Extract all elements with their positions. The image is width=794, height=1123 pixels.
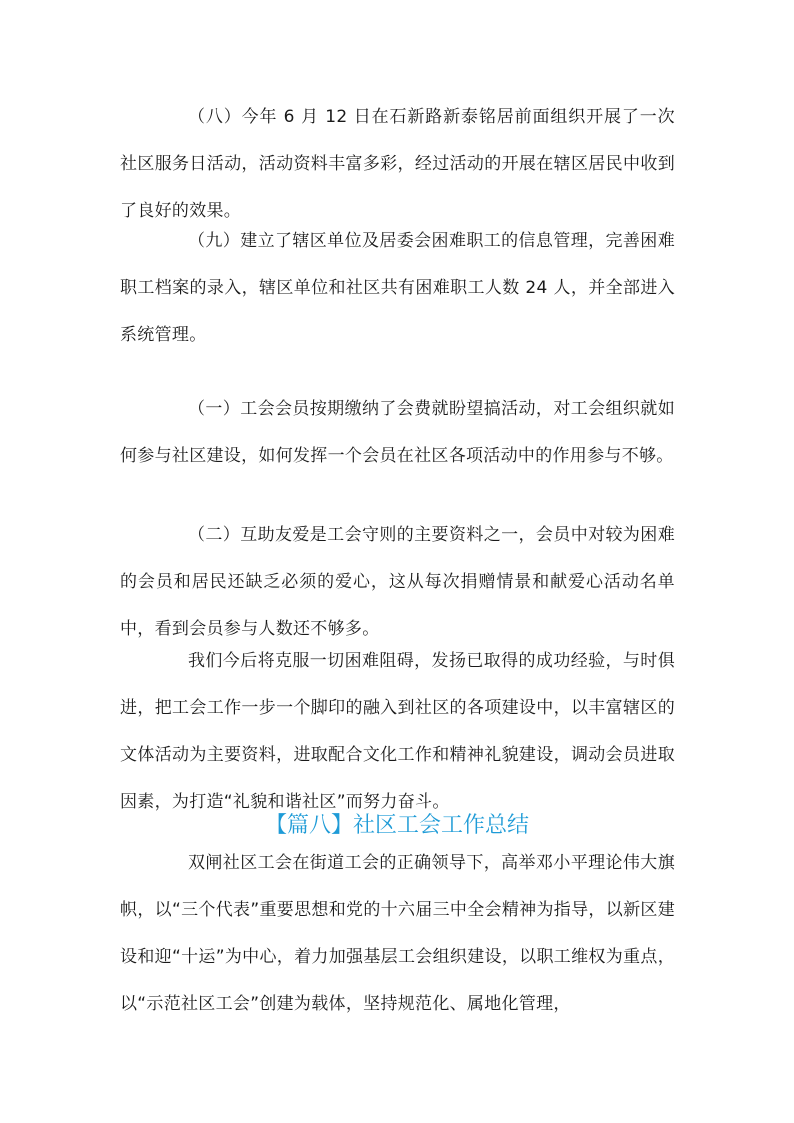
paragraph-problem-1: （一）工会会员按期缴纳了会费就盼望搞活动，对工会组织就如何参与社区建设，如何发挥一个会员在社区各项活动中的作用参与不够。 [120, 399, 675, 466]
paragraph-future-plan: 我们今后将克服一切困难阻碍，发扬已取得的成功经验，与时俱进，把工会工作一步一个脚印的融入到社区的各项建设中，以丰富辖区的文体活动为主要资料，进取配合文化工作和精神礼貌建设，调动会员进取因素，为打造“礼貌和谐社区”而努力奋斗。 [120, 651, 675, 812]
paragraph-item-8: （八）今年 6 月 12 日在石新路新泰铭居前面组织开展了一次社区服务日活动，活动资料丰富多彩，经过活动的开展在辖区居民中收到了良好的效果。 [120, 107, 675, 221]
paragraph-item-9: （九）建立了辖区单位及居委会困难职工的信息管理，完善困难职工档案的录入，辖区单位和社区共有困难职工人数 24 人，并全部进入系统管理。 [120, 231, 675, 345]
section-intro-paragraph: 双闸社区工会在街道工会的正确领导下，高举邓小平理论伟大旗帜，以“三个代表”重要思想和党的十六届三中全会精神为指导，以新区建设和迎“十运”为中心，着力加强基层工会组织建设，以职工维权为重点，以“示范社区工会”创建为载体，坚持规范化、属地化管理， [120, 853, 675, 1014]
paragraph-problem-2: （二）互助友爱是工会守则的主要资料之一，会员中对较为困难的会员和居民还缺乏必须的爱心，这从每次捐赠情景和献爱心活动名单中，看到会员参与人数还不够多。 [120, 525, 675, 639]
section-heading: 【篇八】社区工会工作总结 [264, 813, 529, 838]
